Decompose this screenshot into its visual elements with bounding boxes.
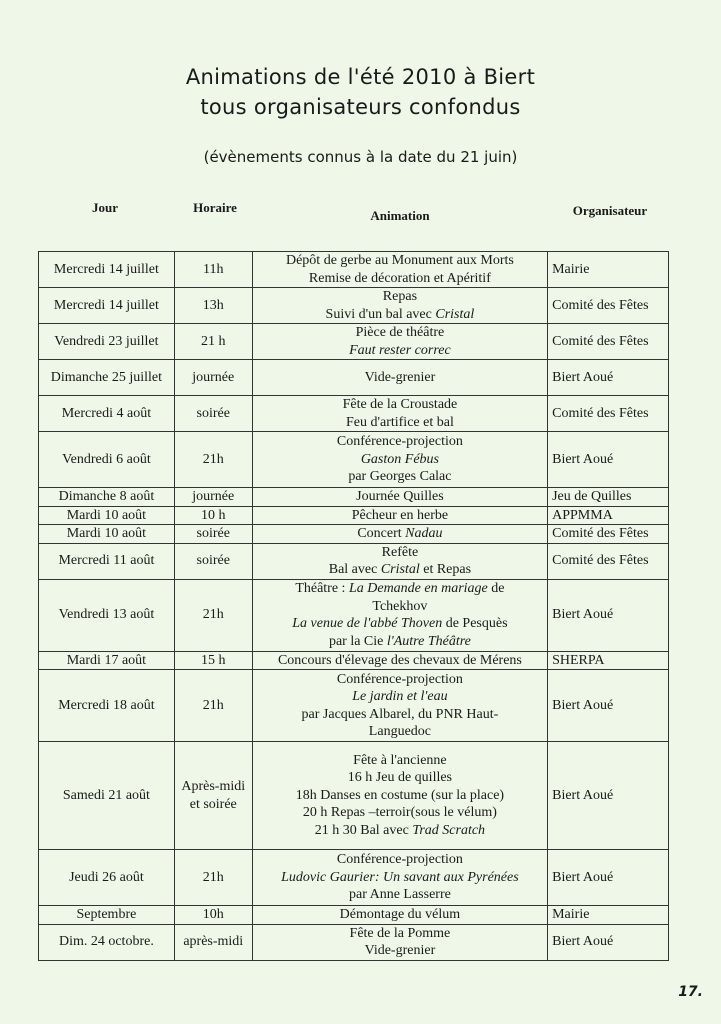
event-line: Gaston Fébus (360, 451, 439, 467)
event-line: Théâtre : La Demande en mariage de (295, 581, 505, 596)
cell-day: Mardi 17 août (39, 651, 175, 670)
event-line: Le jardin et l'eau (352, 689, 448, 704)
cell-time: après-midi (174, 924, 252, 960)
cell-organizer: APPMMA (548, 506, 669, 525)
table-row (39, 742, 669, 850)
event-line: Conférence-projection (336, 671, 463, 687)
cell-day: Mercredi 14 juillet (39, 288, 175, 324)
cell-organizer: Comité des Fêtes (548, 525, 669, 544)
cell-organizer: Biert Aoué (548, 432, 669, 488)
cell-organizer: Biert Aoué (548, 742, 669, 850)
cell-time: soirée (174, 396, 252, 432)
cell-organizer: Biert Aoué (548, 850, 669, 906)
header-event: Animation (370, 208, 430, 223)
table-row (39, 252, 669, 288)
table-row (39, 543, 669, 579)
cell-event (252, 506, 547, 525)
event-line: Conférence-projection (336, 852, 463, 868)
page-subtitle: (évènements connus à la date du 21 juin) (203, 148, 518, 166)
cell-event (252, 579, 547, 651)
cell-day: Mercredi 11 août (39, 543, 175, 579)
table-row (39, 906, 669, 925)
cell-day: Vendredi 13 août (39, 579, 175, 651)
event-line: Concert Nadau (357, 526, 443, 541)
event-line: Refête (381, 544, 419, 560)
table-row (39, 288, 669, 324)
event-line: Fête à l'ancienne (353, 752, 447, 768)
cell-day: Mercredi 4 août (39, 396, 175, 432)
event-line: Pêcheur en herbe (351, 507, 449, 523)
cell-time: 21h (174, 670, 252, 742)
cell-organizer: Mairie (548, 252, 669, 288)
table-row (39, 360, 669, 396)
cell-day: Dim. 24 octobre. (39, 924, 175, 960)
event-line: par Georges Calac (348, 469, 452, 485)
cell-organizer: Mairie (548, 906, 669, 925)
events-table (38, 251, 669, 961)
table-row (39, 488, 669, 507)
table-row (39, 924, 669, 960)
cell-organizer: Comité des Fêtes (548, 288, 669, 324)
cell-event (252, 252, 547, 288)
cell-time: 10 h (174, 506, 252, 525)
cell-time: 21h (174, 432, 252, 488)
header-day: Jour (92, 200, 118, 215)
cell-organizer: Comité des Fêtes (548, 324, 669, 360)
cell-event (252, 488, 547, 507)
table-row (39, 432, 669, 488)
event-line: Faut rester correc (349, 342, 451, 358)
event-line: Suivi d'un bal avec Cristal (325, 306, 475, 322)
table-row (39, 506, 669, 525)
cell-event (252, 924, 547, 960)
cell-event (252, 850, 547, 906)
cell-organizer: Biert Aoué (548, 670, 669, 742)
cell-organizer: SHERPA (548, 651, 669, 670)
event-line: 21 h 30 Bal avec Trad Scratch (314, 822, 486, 838)
cell-day: Dimanche 8 août (39, 488, 175, 507)
cell-event (252, 324, 547, 360)
title-line-2: tous organisateurs confondus (200, 95, 521, 119)
cell-day: Jeudi 26 août (39, 850, 175, 906)
cell-event (252, 906, 547, 925)
event-line: Vide-grenier (364, 369, 436, 385)
event-line: Vide-grenier (364, 943, 436, 958)
cell-organizer: Biert Aoué (548, 360, 669, 396)
cell-event (252, 360, 547, 396)
event-line: Remise de décoration et Apéritif (308, 270, 491, 286)
event-line: Feu d'artifice et bal (345, 414, 454, 430)
cell-event (252, 670, 547, 742)
event-line: Fête de la Pomme (349, 925, 451, 941)
cell-time: soirée (174, 525, 252, 544)
cell-event (252, 396, 547, 432)
cell-time: 21 h (174, 324, 252, 360)
cell-time: 10h (174, 906, 252, 925)
cell-time: soirée (174, 543, 252, 579)
cell-organizer: Biert Aoué (548, 579, 669, 651)
cell-time: journée (174, 488, 252, 507)
table-row (39, 651, 669, 670)
cell-organizer: Jeu de Quilles (548, 488, 669, 507)
table-row (39, 396, 669, 432)
cell-time: 21h (174, 579, 252, 651)
cell-day: Septembre (39, 906, 175, 925)
cell-time: 13h (174, 288, 252, 324)
event-line: Ludovic Gaurier: Un savant aux Pyrénées (281, 869, 519, 885)
event-line: par Anne Lasserre (348, 887, 451, 903)
cell-organizer: Comité des Fêtes (548, 396, 669, 432)
cell-day: Vendredi 6 août (39, 432, 175, 488)
table-row (39, 525, 669, 544)
cell-event (252, 525, 547, 544)
cell-organizer: Comité des Fêtes (548, 543, 669, 579)
cell-organizer: Biert Aoué (548, 924, 669, 960)
event-line: Démontage du vélum (339, 907, 461, 922)
event-line: Conférence-projection (336, 434, 463, 450)
title-line-1: Animations de l'été 2010 à Biert (185, 65, 536, 89)
cell-event (252, 543, 547, 579)
header-time: Horaire (193, 200, 237, 215)
cell-time: Après-midi et soirée (174, 742, 252, 850)
event-line: Pièce de théâtre (355, 325, 445, 340)
cell-day: Mardi 10 août (39, 506, 175, 525)
cell-day: Mercredi 18 août (39, 670, 175, 742)
cell-day: Mercredi 14 juillet (39, 252, 175, 288)
cell-time: 21h (174, 850, 252, 906)
cell-time: 15 h (174, 651, 252, 670)
event-line: Repas (382, 289, 418, 304)
cell-day: Samedi 21 août (39, 742, 175, 850)
table-row (39, 579, 669, 651)
table-row (39, 850, 669, 906)
table-row (39, 670, 669, 742)
cell-day: Vendredi 23 juillet (39, 324, 175, 360)
event-line: Tchekhov (372, 598, 428, 614)
event-line: par Jacques Albarel, du PNR Haut- (301, 706, 499, 722)
cell-event (252, 432, 547, 488)
page-title (0, 62, 721, 122)
header-organizer: Organisateur (572, 203, 648, 218)
event-line: Fête de la Croustade (342, 397, 458, 412)
cell-time: 11h (174, 252, 252, 288)
event-line: Bal avec Cristal et Repas (328, 562, 472, 577)
cell-day: Mardi 10 août (39, 525, 175, 544)
event-line: 18h Danses en costume (sur la place) (295, 787, 505, 803)
cell-event (252, 651, 547, 670)
cell-event (252, 742, 547, 850)
event-line: Journée Quilles (356, 489, 444, 504)
event-line: Dépôt de gerbe au Monument aux Morts (285, 253, 514, 268)
event-line: La venue de l'abbé Thoven de Pesquès (292, 616, 508, 631)
event-line: Concours d'élevage des chevaux de Mérens (277, 652, 522, 668)
cell-event (252, 288, 547, 324)
event-line: 16 h Jeu de quilles (347, 770, 453, 786)
cell-time: journée (174, 360, 252, 396)
event-line: Languedoc (368, 724, 431, 739)
page-number: 17. (678, 984, 703, 1000)
cell-day: Dimanche 25 juillet (39, 360, 175, 396)
event-line: par la Cie l'Autre Théâtre (328, 633, 471, 649)
event-line: 20 h Repas –terroir(sous le vélum) (302, 805, 497, 821)
table-row (39, 324, 669, 360)
